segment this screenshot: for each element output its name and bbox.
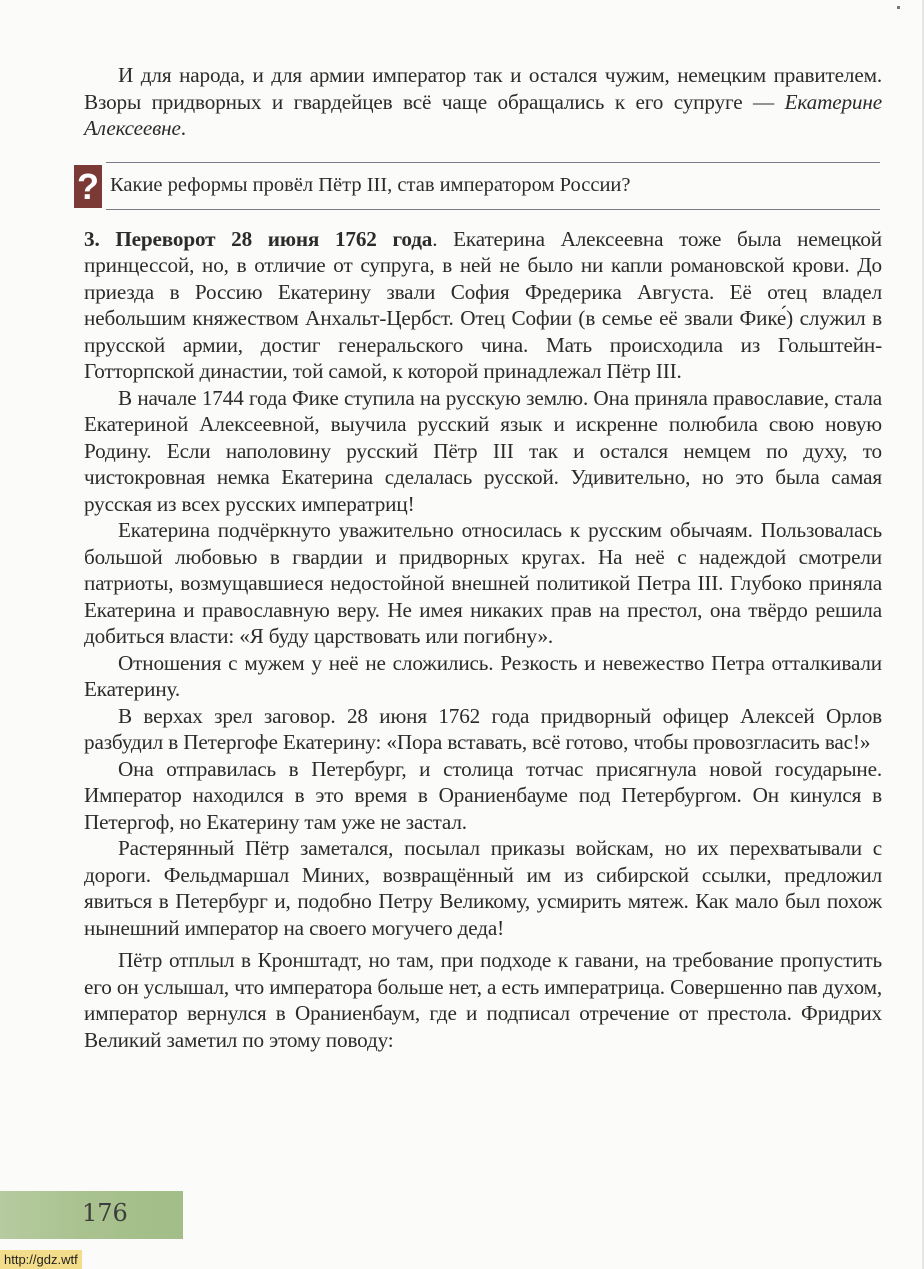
- intro-text-end: .: [180, 116, 186, 140]
- body-paragraph: Растерянный Пётр заметался, посылал приказы войскам, но их перехватывали с дороги. Фельдмаршал Миних, возвращённый им из сибирской ссылки, предложил явиться в Петербург и, подобно Петру Великому, усмирить мятеж. Как мало был похож нынешний император на своего могучего деда!: [84, 836, 882, 940]
- intro-italic-name: Екатерине Алексеевне: [84, 89, 882, 140]
- body-paragraph: Пётр отплыл в Кронштадт, но там, при подходе к гавани, на требование пропустить его он услышал, что императора больше нет, а есть императрица. Совершенно пав духом, император вернулся в Ораниенбаум, где и подписал отречение от престола. Фридрих Великий заметил по этому поводу:: [84, 948, 882, 1052]
- question-rule-bottom: [106, 209, 880, 210]
- intro-paragraph: [84, 62, 882, 142]
- intro-text: И для народа, и для армии император так и остался чужим, немецким правителем. Взоры придворных и гвардейцев всё чаще обращались к его супруге —: [84, 63, 882, 114]
- section-first-paragraph: [84, 226, 882, 385]
- review-question: [74, 162, 880, 210]
- body-paragraph: Она отправилась в Петербург, и столица тотчас присягнула новой государыне. Император находился в это время в Ораниенбауме под Петербургом. Он кинулся в Петергоф, но Екатерину там уже не застал.: [84, 756, 882, 834]
- page-number: 176: [82, 1199, 128, 1227]
- question-mark-icon: ?: [74, 165, 102, 208]
- page-number-tab: [0, 1191, 183, 1239]
- body-paragraph: Екатерина подчёркнуто уважительно относилась к русским обычаям. Пользовалась большой любовью в гвардии и придворных кругах. На неё с надеждой смотрели патриоты, возмущавшиеся недостойной внешней политикой Петра III. Глубоко приняла Екатерина и православную веру. Не имея никаких прав на престол, она твёрдо решила добиться власти: «Я буду царствовать или погибну».: [84, 518, 882, 648]
- section-heading: 3. Переворот 28 июня 1762 года: [84, 226, 433, 251]
- question-rule-top: [106, 162, 880, 163]
- scan-speck: [897, 6, 900, 9]
- textbook-page: [77, 62, 882, 1053]
- section-first-paragraph-text: . Екатерина Алексеевна тоже была немецкой принцессой, но, в отличие от супруга, в ней не было ни капли романовской крови. До приезда в Россию Екатерину звали София Фредерика Августа. Её отец владел небольшим княжеством Анхальт-Цербст. Отец Софии (в семье её звали Фике́) служил в прусской армии, достиг генеральского чина. Мать происходила из Гольштейн-Готторпской династии, той самой, к которой принадлежал Пётр III.: [84, 226, 882, 383]
- body-paragraph: Отношения с мужем у неё не сложились. Резкость и невежество Петра отталкивали Екатерину.: [84, 650, 882, 701]
- body-paragraph: В верхах зрел заговор. 28 июня 1762 года придворный офицер Алексей Орлов разбудил в Петергофе Екатерину: «Пора вставать, всё готово, чтобы провозгласить вас!»: [84, 703, 882, 754]
- body-paragraph: В начале 1744 года Фике ступила на русскую землю. Она приняла православие, стала Екатериной Алексеевной, выучила русский язык и искренне полюбила свою новую Родину. Если наполовину русский Пётр III так и остался немцем по духу, то чистокровная немка Екатерина сделалась русской. Удивительно, но это была самая русская из всех русских императриц!: [84, 385, 882, 516]
- question-text: Какие реформы провёл Пётр III, став императором России?: [110, 173, 631, 196]
- watermark-link[interactable]: http://gdz.wtf: [0, 1250, 82, 1269]
